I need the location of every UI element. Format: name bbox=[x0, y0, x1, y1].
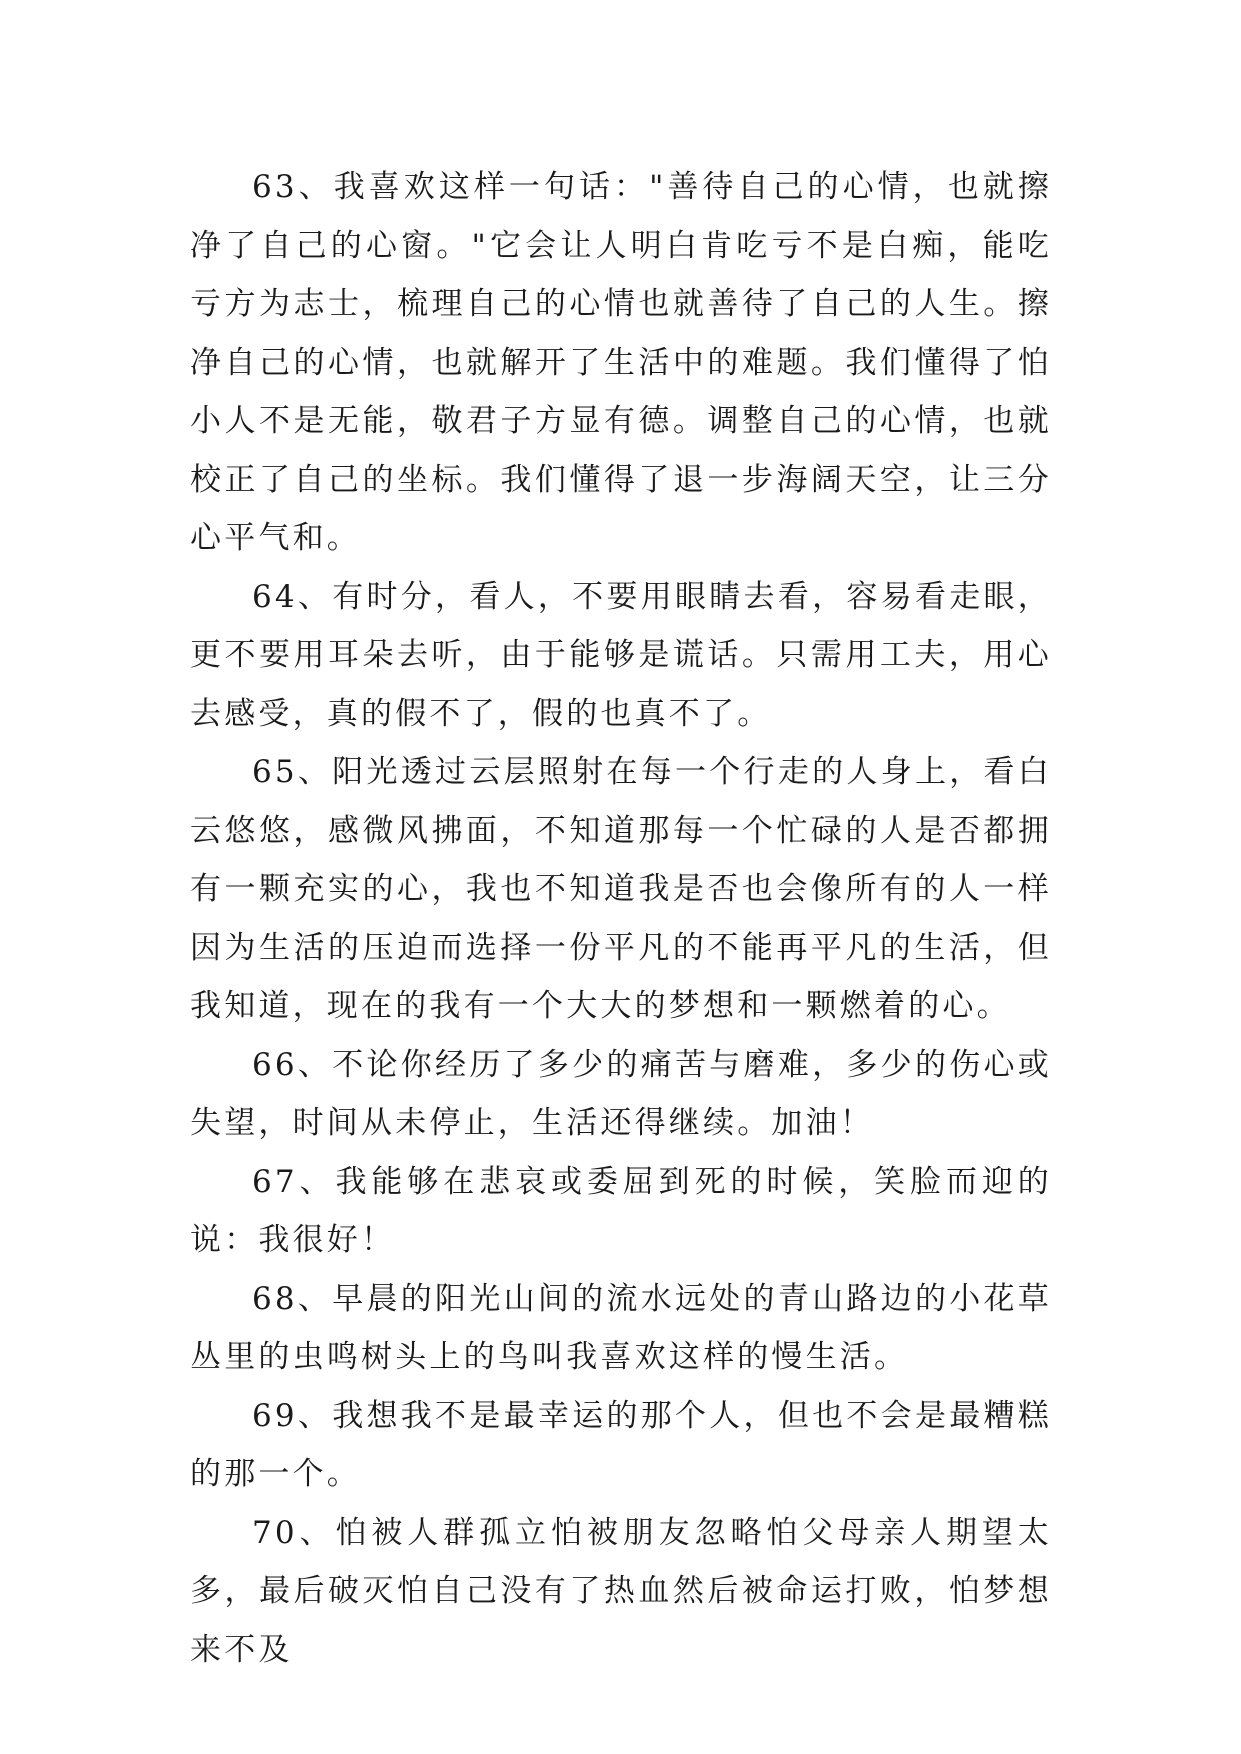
document-body bbox=[190, 158, 1052, 1679]
paragraph-63: 63、我喜欢这样一句话："善待自己的心情，也就擦净了自己的心窗。"它会让人明白肯吃亏不是白痴，能吃亏方为志士，梳理自己的心情也就善待了自己的人生。擦净自己的心情，也就解开了生活中的难题。我们懂得了怕小人不是无能，敬君子方显有德。调整自己的心情，也就校正了自己的坐标。我们懂得了退一步海阔天空，让三分心平气和。 bbox=[190, 169, 1052, 556]
paragraph-70: 70、怕被人群孤立怕被朋友忽略怕父母亲人期望太多，最后破灭怕自己没有了热血然后被命运打败，怕梦想来不及 bbox=[190, 1514, 1052, 1668]
paragraph-66: 66、不论你经历了多少的痛苦与磨难，多少的伤心或失望，时间从未停止，生活还得继续。加油！ bbox=[190, 1046, 1052, 1141]
paragraph-69: 69、我想我不是最幸运的那个人，但也不会是最糟糕的那一个。 bbox=[190, 1397, 1052, 1492]
paragraph-67: 67、我能够在悲哀或委屈到死的时候，笑脸而迎的说：我很好！ bbox=[190, 1163, 1052, 1258]
paragraph-64: 64、有时分，看人，不要用眼睛去看，容易看走眼，更不要用耳朵去听，由于能够是谎话。只需用工夫，用心去感受，真的假不了，假的也真不了。 bbox=[190, 578, 1052, 732]
paragraph-68: 68、早晨的阳光山间的流水远处的青山路边的小花草丛里的虫鸣树头上的鸟叫我喜欢这样的慢生活。 bbox=[190, 1280, 1052, 1375]
paragraph-65: 65、阳光透过云层照射在每一个行走的人身上，看白云悠悠，感微风拂面，不知道那每一个忙碌的人是否都拥有一颗充实的心，我也不知道我是否也会像所有的人一样因为生活的压迫而选择一份平凡的不能再平凡的生活，但我知道，现在的我有一个大大的梦想和一颗燃着的心。 bbox=[190, 754, 1052, 1024]
